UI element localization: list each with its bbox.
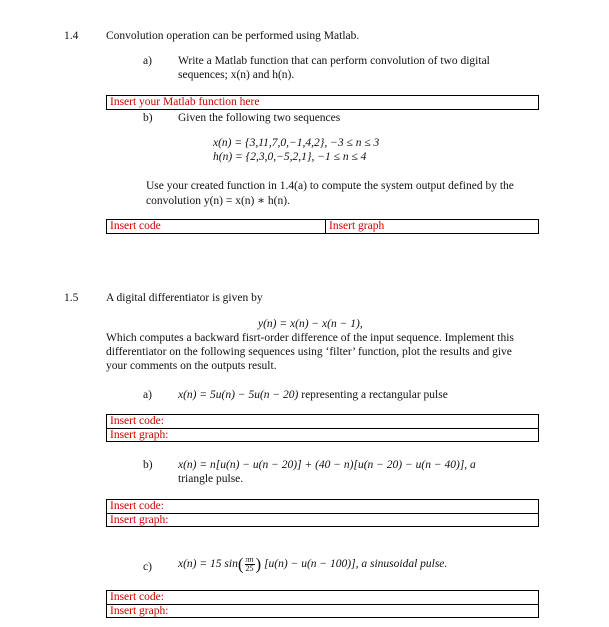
use-line1: Use your created function in 1.4(a) to compute the system output defined by the [146, 180, 514, 192]
code-graph-box[interactable] [106, 219, 539, 234]
insert-code-placeholder: Insert code [110, 220, 161, 232]
item-a-line2: sequences; x(n) and h(n). [178, 69, 295, 81]
fraction-denominator: 25 [245, 564, 254, 573]
fraction-numerator: πn [245, 555, 254, 564]
paragraph-line1: Which computes a backward fisrt-order difference of the input sequence. Implement this [106, 332, 514, 344]
item-5a-eq: x(n) = 5u(n) − 5u(n − 20) [178, 389, 299, 401]
answer-box-c[interactable] [106, 590, 539, 618]
item-5c-eq-start: x(n) = 15 sin [178, 558, 238, 571]
equation-h: h(n) = {2,3,0,−5,2,1}, −1 ≤ n ≤ 4 [213, 151, 367, 163]
item-5c-eq-end: [u(n) − u(n − 100)], a sinusoidal pulse. [264, 558, 448, 571]
insert-graph-placeholder: Insert graph [329, 220, 385, 232]
item-b-text: Given the following two sequences [178, 112, 341, 124]
answer-c-insert-graph: Insert graph: [110, 605, 169, 617]
answer-b-insert-graph: Insert graph: [110, 514, 169, 526]
sin-fraction [245, 556, 255, 573]
item-5b-equation-cont: triangle pulse. [178, 473, 244, 485]
paragraph-line3: your comments on the outputs result. [106, 360, 277, 372]
item-5b-equation: x(n) = n[u(n) − u(n − 20)] + (40 − n)[u(n − 20) − u(n − 40)], a [178, 459, 476, 471]
item-a-line1: Write a Matlab function that can perform convolution of two digital [178, 55, 490, 67]
matlab-function-box[interactable] [106, 95, 539, 110]
answer-a-insert-code: Insert code: [107, 415, 538, 429]
item-b-label: b) [143, 112, 153, 124]
differentiator-equation: y(n) = x(n) − x(n − 1), [258, 318, 363, 330]
section-number-1-5: 1.5 [64, 292, 79, 304]
answer-box-b[interactable] [106, 499, 539, 527]
item-a-label: a) [143, 55, 152, 67]
item-5c-equation: x(n) = 15 sin( $\frac{\pi n}{25}$ ) [u(n) − u(n − 100)], a sinusoidal pulse. [178, 554, 448, 574]
answer-b-insert-code: Insert code: [107, 500, 538, 514]
section-1-4-intro: Convolution operation can be performed using Matlab. [106, 30, 360, 42]
item-5a-label: a) [143, 389, 152, 401]
item-5c-label: c) [143, 561, 152, 573]
use-line2: convolution y(n) = x(n) ∗ h(n). [146, 195, 290, 207]
matlab-function-placeholder: Insert your Matlab function here [110, 96, 260, 108]
answer-c-insert-code: Insert code: [107, 591, 538, 605]
section-1-5-intro: A digital differentiator is given by [106, 292, 263, 304]
section-number-1-4: 1.4 [64, 30, 79, 42]
item-5a-desc: representing a rectangular pulse [301, 389, 448, 401]
paragraph-line2: differentiator on the following sequences using ‘filter’ function, plot the results and give [106, 346, 512, 358]
item-5b-label: b) [143, 459, 153, 471]
equation-x: x(n) = {3,11,7,0,−1,4,2}, −3 ≤ n ≤ 3 [213, 137, 380, 149]
item-5a-equation [178, 389, 448, 401]
answer-a-insert-graph: Insert graph: [110, 429, 169, 441]
answer-box-a[interactable] [106, 414, 539, 442]
